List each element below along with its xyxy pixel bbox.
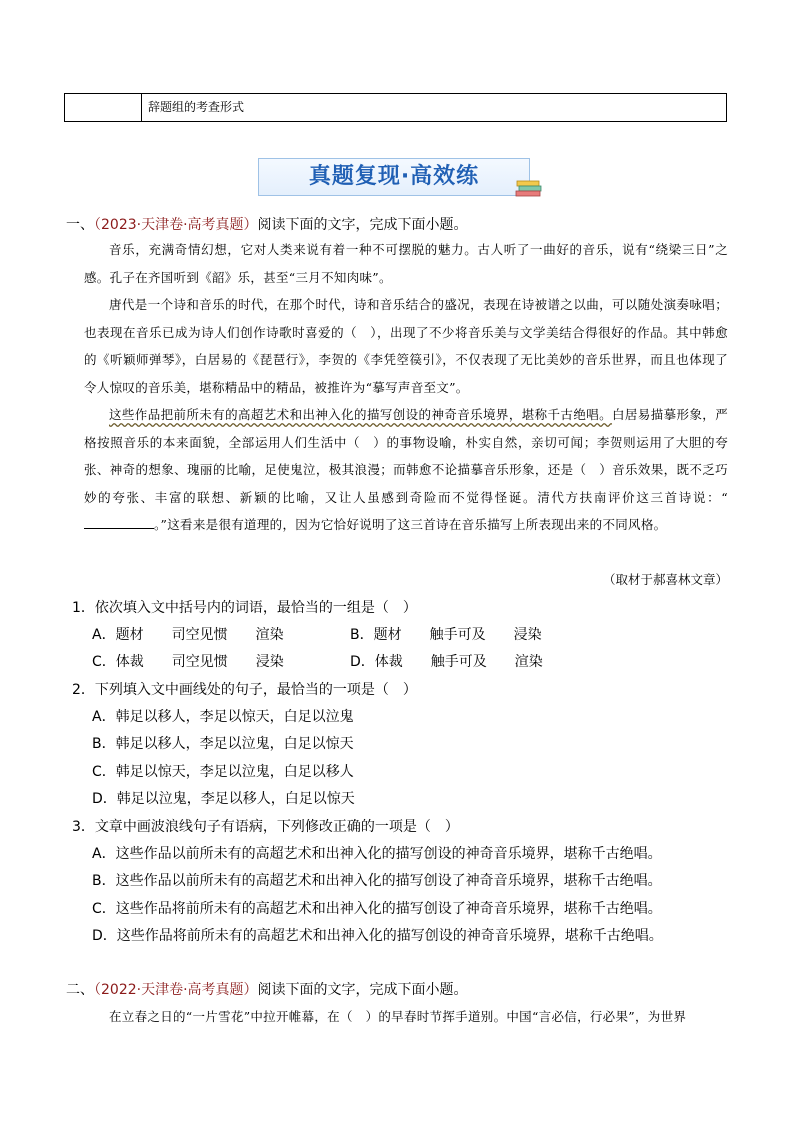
question-stem: 1．依次填入文中括号内的词语，最恰当的一组是（ ）	[72, 600, 417, 616]
option-b: B．韩足以移人，李足以泣鬼，白足以惊天	[92, 736, 354, 752]
option-b: B．这些作品以前所未有的高超艺术和出神入化的描写创设了神奇音乐境界，堪称千古绝唱。	[92, 873, 662, 889]
top-table-row	[64, 93, 727, 122]
section2-prompt: 阅读下面的文字，完成下面小题。	[257, 982, 468, 998]
section1-source: （2023·天津卷·高考真题）	[94, 217, 258, 233]
section2-passage	[84, 1003, 728, 1031]
passage-paragraph: 音乐，充满奇情幻想，它对人类来说有着一种不可摆脱的魅力。古人听了一曲好的音乐，说有“绕梁三日”之感。孔子在齐国听到《韶》乐，甚至“三月不知肉味”。	[84, 242, 728, 285]
option-c: C．体裁 司空见惯 浸染	[92, 654, 284, 670]
source-note: （取材于郝喜林文章）	[602, 572, 728, 587]
option-c: C．韩足以惊天，李足以泣鬼，白足以移人	[92, 764, 354, 780]
option-c: C．这些作品将前所未有的高超艺术和出神入化的描写创设了神奇音乐境界，堪称千古绝唱。	[92, 901, 662, 917]
section2-header	[66, 979, 468, 999]
passage-paragraph: 唐代是一个诗和音乐的时代，在那个时代，诗和音乐结合的盛况，表现在诗被谱之以曲，可以随处演奏咏唱；也表现在音乐已成为诗人们创作诗歌时喜爱的（ ），出现了不少将音乐美与文学美结合得很好的作品。其中韩愈的《听颖师弹琴》，白居易的《琵琶行》，李贺的《李凭箜篌引》，不仅表现了无比美妙的音乐世界，而且也体现了令人惊叹的音乐美，堪称精品中的精品，被推许为“摹写声音至文”。	[84, 297, 728, 395]
section1-header	[66, 214, 468, 234]
passage-paragraph	[84, 401, 728, 539]
question-stem: 3．文章中画波浪线句子有语病，下列修改正确的一项是（ ）	[72, 819, 459, 835]
passage	[84, 236, 728, 539]
passage-text: 白居易描摹形象，严格按照音乐的本来面貌，全部运用人们生活中（ ）的事物设喻，朴实自然，亲切可闻；李贺则运用了大胆的夸张、神奇的想象、瑰丽的比喻，足使鬼泣，极其浪漫；而韩愈不论描摹音乐形象，还是（ ）音乐效果，既不乏巧妙的夸张、丰富的联想、新颖的比喻，又让人虽感到奇险而不觉得怪诞。清代方扶南评价这三首诗说：“	[84, 407, 728, 505]
section1-prompt: 阅读下面的文字，完成下面小题。	[257, 217, 468, 233]
section2-number: 二、	[66, 982, 94, 998]
option-b: B．题材 触手可及 浸染	[350, 627, 542, 643]
wavy-underlined-sentence: 这些作品把前所未有的高超艺术和出神入化的描写创设的神奇音乐境界，堪称千古绝唱。	[109, 407, 613, 422]
section-banner	[258, 158, 530, 196]
passage-text: 。”这看来是很有道理的，因为它恰好说明了这三首诗在音乐描写上所表现出来的不同风格。	[154, 517, 667, 532]
fill-blank	[84, 516, 154, 529]
option-a: A．这些作品以前所未有的高超艺术和出神入化的描写创设的神奇音乐境界，堪称千古绝唱。	[92, 846, 662, 862]
books-icon	[515, 177, 545, 199]
section2-source: （2022·天津卷·高考真题）	[94, 982, 258, 998]
option-a: A．题材 司空见惯 渲染	[92, 627, 284, 643]
option-d: D．韩足以泣鬼，李足以移人，白足以惊天	[92, 791, 355, 807]
section1-number: 一、	[66, 217, 94, 233]
question-stem: 2．下列填入文中画线处的句子，最恰当的一项是（ ）	[72, 682, 417, 698]
option-d: D．这些作品将前所未有的高超艺术和出神入化的描写创设的神奇音乐境界，堪称千古绝唱。	[92, 928, 663, 944]
option-d: D．体裁 触手可及 渲染	[350, 654, 543, 670]
table-cell-right: 辞题组的考查形式	[148, 100, 245, 114]
passage-paragraph: 在立春之日的“一片雪花”中拉开帷幕，在（ ）的早春时节挥手道别。中国“言必信，行必果”，为世界	[109, 1009, 687, 1024]
option-a: A．韩足以移人，李足以惊天，白足以泣鬼	[92, 709, 354, 725]
table-cell-left	[65, 94, 142, 121]
banner-title: 真题复现·高效练	[308, 164, 480, 189]
